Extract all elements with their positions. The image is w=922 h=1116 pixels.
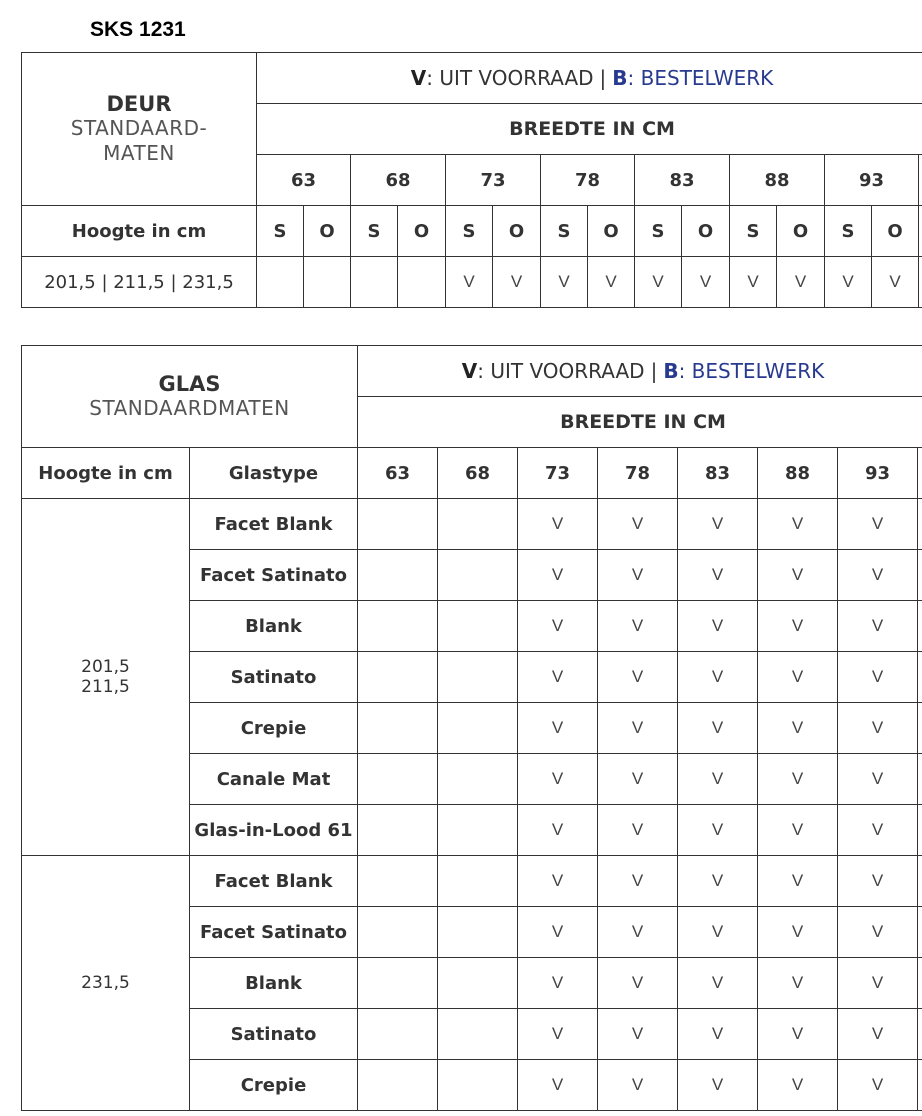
glas-title-cell — [22, 346, 358, 448]
glas-height-value: 211,5 — [81, 677, 130, 697]
availability-cell: V — [518, 754, 598, 805]
availability-cell: V — [838, 601, 918, 652]
availability-cell: V — [493, 257, 541, 308]
glastype-cell: Facet Satinato — [190, 550, 358, 601]
availability-cell: V — [541, 257, 588, 308]
spacer-cell — [918, 1009, 922, 1060]
s-label: S — [635, 206, 682, 257]
availability-cell: V — [838, 856, 918, 907]
glas-height-value: 201,5 — [81, 656, 130, 677]
availability-cell: V — [598, 754, 678, 805]
availability-cell: V — [518, 652, 598, 703]
glas-title: GLAS — [158, 372, 221, 396]
availability-cell: V — [598, 703, 678, 754]
availability-cell: V — [678, 703, 758, 754]
deur-title-cell — [22, 53, 257, 206]
s-label: S — [825, 206, 872, 257]
glas-row — [22, 499, 922, 550]
width-88: 88 — [758, 448, 838, 499]
availability-cell: V — [838, 499, 918, 550]
spacer-cell — [918, 856, 922, 907]
availability-cell: V — [598, 958, 678, 1009]
availability-cell: V — [758, 1009, 838, 1060]
availability-cell: V — [838, 1009, 918, 1060]
legend-b-text: : BESTELWERK — [678, 359, 825, 383]
availability-cell: V — [518, 550, 598, 601]
availability-cell: V — [758, 499, 838, 550]
availability-cell — [358, 907, 438, 958]
availability-cell: V — [758, 652, 838, 703]
s-label: S — [730, 206, 777, 257]
availability-cell — [398, 257, 446, 308]
availability-cell — [438, 856, 518, 907]
availability-cell: V — [758, 856, 838, 907]
width-93: 93 — [838, 448, 918, 499]
availability-cell: V — [518, 703, 598, 754]
width-88: 88 — [730, 155, 825, 206]
availability-cell: V — [518, 601, 598, 652]
availability-cell: V — [758, 805, 838, 856]
deur-data-row — [22, 257, 922, 308]
availability-cell — [358, 652, 438, 703]
availability-cell: V — [598, 805, 678, 856]
availability-cell: V — [758, 958, 838, 1009]
availability-cell: V — [598, 1060, 678, 1111]
availability-cell — [358, 499, 438, 550]
s-label: S — [257, 206, 304, 257]
availability-cell — [358, 805, 438, 856]
o-label: O — [682, 206, 730, 257]
o-label: O — [493, 206, 541, 257]
glastype-cell: Glas-in-Lood 61 — [190, 805, 358, 856]
deur-title: DEUR — [106, 92, 172, 116]
legend-v-text: : UIT VOORRAAD — [426, 66, 594, 90]
glastype-cell: Facet Blank — [190, 499, 358, 550]
glas-legend — [358, 346, 922, 397]
availability-cell: V — [598, 856, 678, 907]
availability-cell: V — [598, 499, 678, 550]
deur-row-height: 201,5 | 211,5 | 231,5 — [22, 257, 257, 308]
availability-cell: V — [518, 805, 598, 856]
availability-cell: V — [678, 856, 758, 907]
glas-subtitle: STANDAARDMATEN — [89, 396, 290, 420]
availability-cell: V — [518, 499, 598, 550]
legend-v-text: : UIT VOORRAAD — [477, 359, 645, 383]
glas-table — [21, 345, 922, 1111]
availability-cell: V — [838, 754, 918, 805]
glastype-cell: Crepie — [190, 1060, 358, 1111]
availability-cell — [358, 550, 438, 601]
availability-cell — [438, 958, 518, 1009]
availability-cell — [358, 856, 438, 907]
availability-cell: V — [678, 805, 758, 856]
availability-cell: V — [678, 550, 758, 601]
availability-cell: V — [598, 601, 678, 652]
availability-cell: V — [838, 550, 918, 601]
availability-cell: V — [777, 257, 825, 308]
glas-height-group — [22, 499, 190, 856]
width-73: 73 — [446, 155, 541, 206]
spacer-cell — [919, 155, 922, 206]
o-label: O — [777, 206, 825, 257]
glastype-cell: Blank — [190, 958, 358, 1009]
availability-cell — [358, 754, 438, 805]
availability-cell: V — [678, 499, 758, 550]
availability-cell — [438, 754, 518, 805]
availability-cell — [438, 907, 518, 958]
availability-cell: V — [518, 856, 598, 907]
spacer-cell — [918, 499, 922, 550]
glastype-cell: Crepie — [190, 703, 358, 754]
availability-cell — [438, 805, 518, 856]
availability-cell: V — [838, 805, 918, 856]
o-label: O — [398, 206, 446, 257]
availability-cell: V — [825, 257, 872, 308]
availability-cell — [438, 703, 518, 754]
spacer-cell — [918, 907, 922, 958]
spacer-cell — [919, 257, 922, 308]
deur-subtitle-2: MATEN — [103, 141, 175, 165]
glastype-cell: Blank — [190, 601, 358, 652]
availability-cell: V — [758, 703, 838, 754]
availability-cell: V — [446, 257, 493, 308]
deur-width-header: BREEDTE IN CM — [257, 104, 922, 155]
width-63: 63 — [257, 155, 351, 206]
width-83: 83 — [678, 448, 758, 499]
availability-cell — [438, 1060, 518, 1111]
glas-height-value: 231,5 — [81, 972, 130, 993]
availability-cell: V — [838, 907, 918, 958]
legend-b-key: B — [612, 66, 628, 90]
legend-b-text: : BESTELWERK — [627, 66, 774, 90]
availability-cell: V — [518, 1009, 598, 1060]
availability-cell — [358, 601, 438, 652]
width-83: 83 — [635, 155, 730, 206]
spacer-cell — [918, 754, 922, 805]
availability-cell: V — [678, 652, 758, 703]
glastype-label: Glastype — [190, 448, 358, 499]
availability-cell: V — [758, 550, 838, 601]
legend-separator: | — [599, 66, 607, 90]
availability-cell: V — [518, 1060, 598, 1111]
availability-cell — [358, 1009, 438, 1060]
width-68: 68 — [438, 448, 518, 499]
width-68: 68 — [351, 155, 446, 206]
width-78: 78 — [598, 448, 678, 499]
legend-v-key: V — [410, 66, 427, 90]
deur-subtitle-1: STANDAARD- — [70, 116, 208, 140]
availability-cell — [438, 652, 518, 703]
spacer-cell — [918, 958, 922, 1009]
availability-cell — [351, 257, 398, 308]
availability-cell: V — [598, 907, 678, 958]
legend-b-key: B — [663, 359, 679, 383]
availability-cell: V — [730, 257, 777, 308]
glas-row — [22, 856, 922, 907]
availability-cell: V — [678, 958, 758, 1009]
availability-cell: V — [678, 1060, 758, 1111]
spacer-cell — [918, 448, 922, 499]
availability-cell: V — [678, 1009, 758, 1060]
availability-cell: V — [758, 1060, 838, 1111]
availability-cell: V — [678, 907, 758, 958]
availability-cell — [438, 499, 518, 550]
availability-cell: V — [635, 257, 682, 308]
availability-cell: V — [678, 601, 758, 652]
deur-legend — [257, 53, 922, 104]
availability-cell: V — [518, 907, 598, 958]
width-78: 78 — [541, 155, 635, 206]
spacer-cell — [918, 805, 922, 856]
spacer-cell — [918, 652, 922, 703]
width-73: 73 — [518, 448, 598, 499]
s-label: S — [446, 206, 493, 257]
availability-cell — [358, 958, 438, 1009]
availability-cell — [438, 550, 518, 601]
o-label: O — [872, 206, 919, 257]
availability-cell: V — [838, 1060, 918, 1111]
spacer-cell — [918, 601, 922, 652]
spacer-cell — [919, 206, 922, 257]
availability-cell: V — [838, 958, 918, 1009]
deur-height-label: Hoogte in cm — [22, 206, 257, 257]
availability-cell: V — [518, 958, 598, 1009]
availability-cell: V — [598, 1009, 678, 1060]
availability-cell: V — [598, 652, 678, 703]
deur-so-row — [22, 206, 922, 257]
width-63: 63 — [358, 448, 438, 499]
product-code: SKS 1231 — [90, 18, 186, 41]
availability-cell: V — [838, 703, 918, 754]
spacer-cell — [918, 550, 922, 601]
s-label: S — [351, 206, 398, 257]
deur-table — [21, 52, 922, 308]
width-93: 93 — [825, 155, 919, 206]
availability-cell: V — [758, 907, 838, 958]
availability-cell: V — [758, 754, 838, 805]
availability-cell — [438, 601, 518, 652]
availability-cell — [438, 1009, 518, 1060]
availability-cell: V — [872, 257, 919, 308]
glas-height-label: Hoogte in cm — [22, 448, 190, 499]
availability-cell: V — [838, 652, 918, 703]
availability-cell — [358, 703, 438, 754]
availability-cell: V — [682, 257, 730, 308]
glastype-cell: Facet Blank — [190, 856, 358, 907]
availability-cell: V — [678, 754, 758, 805]
glas-body — [22, 499, 922, 1111]
availability-cell: V — [588, 257, 635, 308]
glas-width-header: BREEDTE IN CM — [358, 397, 922, 448]
availability-cell: V — [758, 601, 838, 652]
o-label: O — [588, 206, 635, 257]
glas-height-group — [22, 856, 190, 1111]
glastype-cell: Facet Satinato — [190, 907, 358, 958]
glastype-cell: Satinato — [190, 1009, 358, 1060]
availability-cell — [358, 1060, 438, 1111]
availability-cell — [304, 257, 351, 308]
spacer-cell — [918, 703, 922, 754]
o-label: O — [304, 206, 351, 257]
legend-v-key: V — [461, 359, 478, 383]
glastype-cell: Canale Mat — [190, 754, 358, 805]
spacer-cell — [918, 1060, 922, 1111]
glas-header-row — [22, 448, 922, 499]
s-label: S — [541, 206, 588, 257]
glastype-cell: Satinato — [190, 652, 358, 703]
availability-cell — [257, 257, 304, 308]
availability-cell: V — [598, 550, 678, 601]
legend-separator: | — [650, 359, 658, 383]
